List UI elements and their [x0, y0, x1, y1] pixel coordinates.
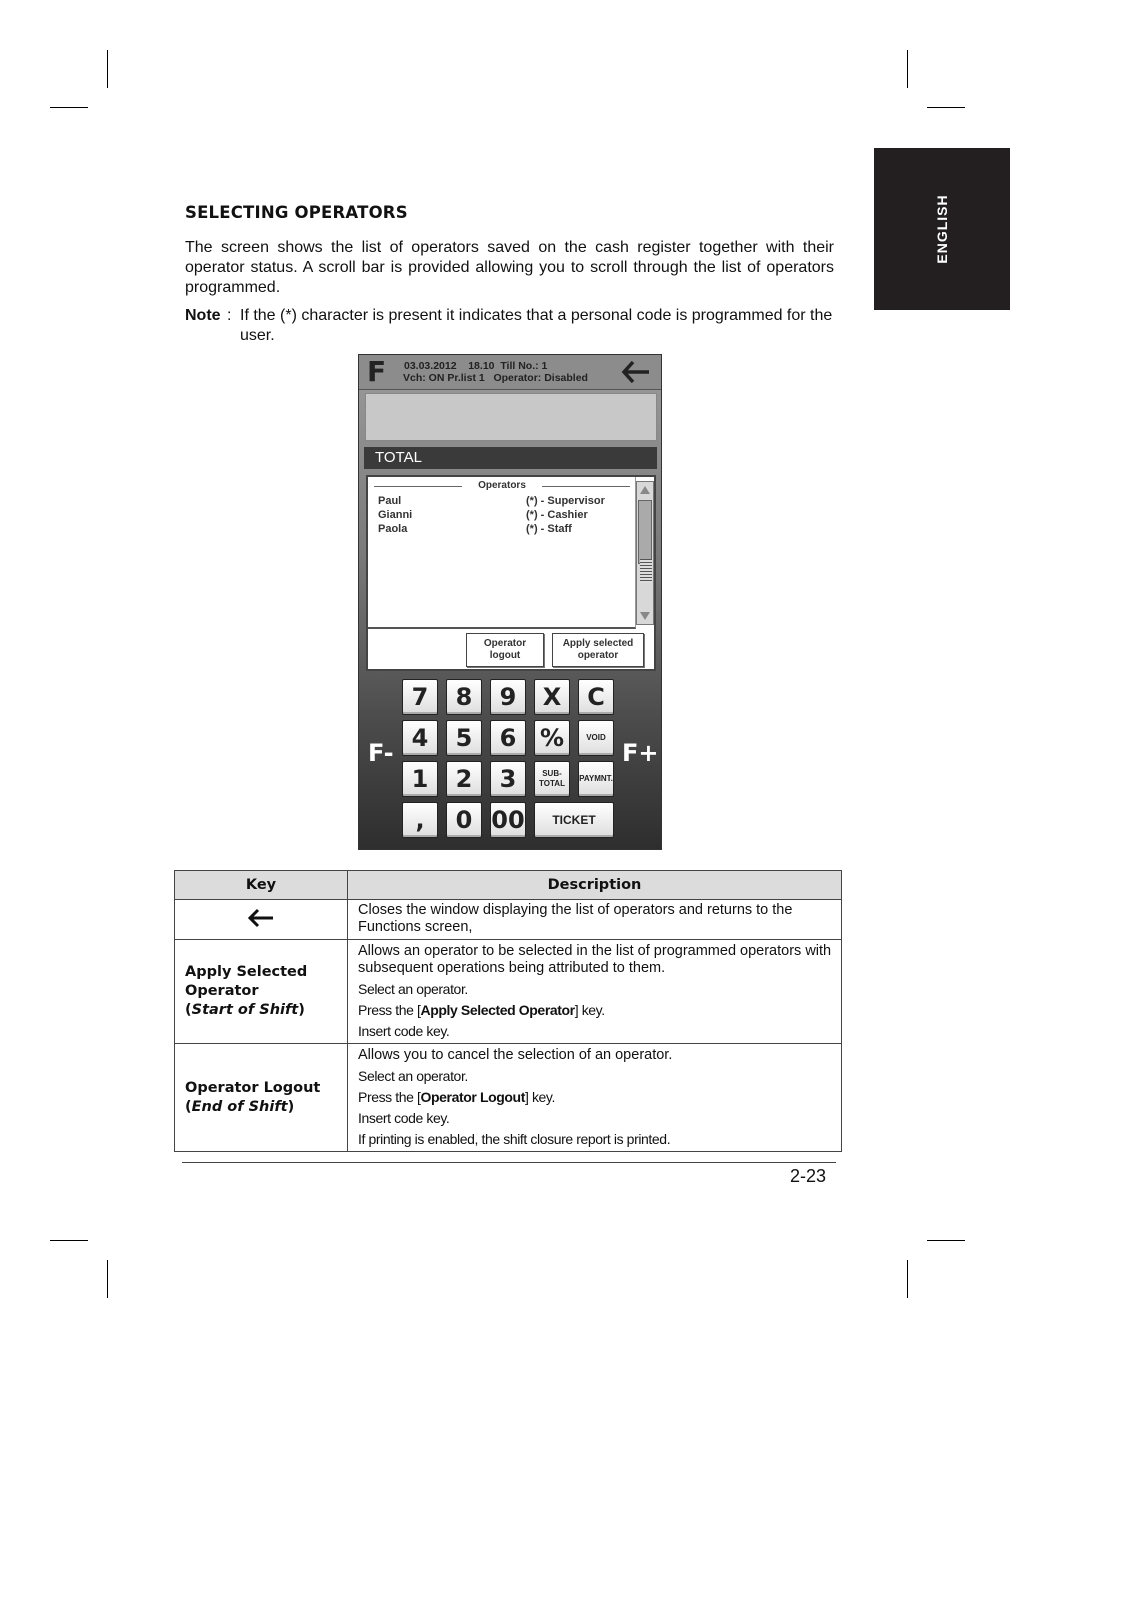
key-3[interactable]: 3 — [490, 761, 526, 797]
footer-rule — [182, 1162, 836, 1163]
operator-status: (*) - Supervisor — [526, 495, 605, 507]
crop-mark — [107, 50, 108, 88]
key-cell — [175, 900, 348, 940]
list-item[interactable] — [378, 523, 628, 535]
scrollbar-thumb[interactable] — [638, 500, 652, 564]
button-label: Operator — [483, 638, 527, 649]
status-line-2: Vch: ON Pr.list 1 Operator: Disabled — [403, 372, 588, 384]
table-header-row — [175, 871, 842, 900]
key-ticket[interactable]: TICKET — [534, 802, 614, 838]
description-step: Press the [Operator Logout] key. — [358, 1088, 555, 1105]
crop-mark — [927, 107, 965, 108]
key-4[interactable]: 4 — [402, 720, 438, 756]
key-multiply[interactable]: X — [534, 679, 570, 715]
description-step: Insert code key. — [358, 1109, 450, 1126]
crop-mark — [927, 1240, 965, 1241]
description-step: Press the [Apply Selected Operator] key. — [358, 1001, 605, 1018]
note-text: If the (*) character is present it indicates that a personal code is programmed for the user. — [240, 307, 833, 344]
cash-register-screen — [358, 354, 662, 850]
status-bar — [359, 355, 661, 390]
table-row — [175, 940, 842, 1044]
list-item[interactable] — [378, 495, 628, 507]
key-7[interactable]: 7 — [402, 679, 438, 715]
description-cell — [348, 1044, 842, 1152]
f-minus-key[interactable]: F- — [368, 739, 394, 767]
scrollbar-grip — [640, 559, 652, 583]
description-text: Allows you to cancel the selection of an operator. — [358, 1046, 673, 1063]
key-cell: Operator Logout (End of Shift) — [175, 1044, 348, 1152]
crop-mark — [50, 107, 88, 108]
crop-mark — [107, 1260, 108, 1298]
operator-name: Paul — [378, 495, 402, 507]
column-header-key: Key — [175, 871, 348, 900]
operator-logout-button[interactable] — [466, 633, 544, 667]
operator-name: Paola — [378, 523, 408, 535]
key-00[interactable]: 00 — [490, 802, 526, 838]
key-name: Operator — [185, 983, 259, 999]
display-area — [365, 393, 657, 441]
key-label: TOTAL — [539, 779, 565, 788]
back-arrow-icon[interactable] — [621, 359, 651, 385]
key-name: Apply Selected — [185, 964, 308, 980]
button-label: operator — [577, 650, 619, 661]
page-number: 2-23 — [790, 1166, 827, 1186]
apply-selected-operator-button[interactable] — [552, 633, 644, 667]
operators-title: Operators — [368, 480, 636, 491]
operators-list — [368, 477, 636, 629]
intro-paragraph: The screen shows the list of operators saved on the cash register together with their operator status. A scroll bar is provided allowing you to scroll through the list of operators programmed. — [185, 239, 834, 296]
description-text: Allows an operator to be selected in the list of programmed operators with subsequent operations being attributed to them. — [358, 942, 832, 976]
table-row — [175, 1044, 842, 1152]
key-2[interactable]: 2 — [446, 761, 482, 797]
column-header-description: Description — [348, 871, 842, 900]
key-9[interactable]: 9 — [490, 679, 526, 715]
scroll-down-icon[interactable] — [639, 610, 651, 622]
button-label: Apply selected — [562, 638, 634, 649]
language-tab-label: ENGLISH — [934, 194, 950, 264]
scroll-up-icon[interactable] — [639, 484, 651, 496]
crop-mark — [907, 50, 908, 88]
button-label: logout — [489, 650, 521, 661]
operator-status: (*) - Staff — [526, 523, 572, 535]
function-indicator: F — [367, 355, 387, 388]
key-note: End of Shift — [191, 1098, 288, 1115]
key-label: SUB- — [542, 769, 562, 778]
key-cell: Apply Selected Operator (Start of Shift) — [175, 940, 348, 1044]
description-step: Select an operator. — [358, 1067, 468, 1084]
description-step: Insert code key. — [358, 1022, 450, 1039]
total-bar: TOTAL — [364, 447, 657, 469]
description-cell — [348, 940, 842, 1044]
key-1[interactable]: 1 — [402, 761, 438, 797]
note-label: Note — [185, 307, 221, 324]
description-step: Select an operator. — [358, 980, 468, 997]
description-step: If printing is enabled, the shift closure report is printed. — [358, 1130, 671, 1147]
key-5[interactable]: 5 — [446, 720, 482, 756]
key-void[interactable]: VOID — [578, 720, 614, 756]
key-comma[interactable]: , — [402, 802, 438, 838]
f-plus-key[interactable]: F+ — [622, 739, 659, 767]
crop-mark — [907, 1260, 908, 1298]
language-tab — [874, 148, 1010, 310]
list-item[interactable] — [378, 509, 628, 521]
key-clear[interactable]: C — [578, 679, 614, 715]
description-cell: Closes the window displaying the list of operators and returns to the Functions screen, — [348, 900, 842, 940]
note: Note : If the (*) character is present it indicates that a personal code is programmed for the user. — [185, 307, 833, 344]
key-6[interactable]: 6 — [490, 720, 526, 756]
crop-mark — [50, 1240, 88, 1241]
key-percent[interactable]: % — [534, 720, 570, 756]
key-name: Operator Logout — [185, 1079, 321, 1096]
status-line-1: 03.03.2012 18.10 Till No.: 1 — [404, 360, 548, 372]
key-payment[interactable]: PAYMNT. — [578, 761, 614, 797]
key-8[interactable]: 8 — [446, 679, 482, 715]
operators-panel — [366, 475, 656, 671]
key-description-table — [174, 870, 842, 1152]
key-0[interactable]: 0 — [446, 802, 482, 838]
section-title: SELECTING OPERATORS — [185, 203, 408, 222]
operator-status: (*) - Cashier — [526, 509, 588, 521]
table-row — [175, 900, 842, 940]
scrollbar[interactable] — [636, 481, 654, 625]
key-note: Start of Shift — [191, 1002, 299, 1018]
back-arrow-icon — [247, 907, 275, 929]
key-subtotal[interactable] — [534, 761, 570, 797]
operator-name: Gianni — [378, 509, 413, 521]
